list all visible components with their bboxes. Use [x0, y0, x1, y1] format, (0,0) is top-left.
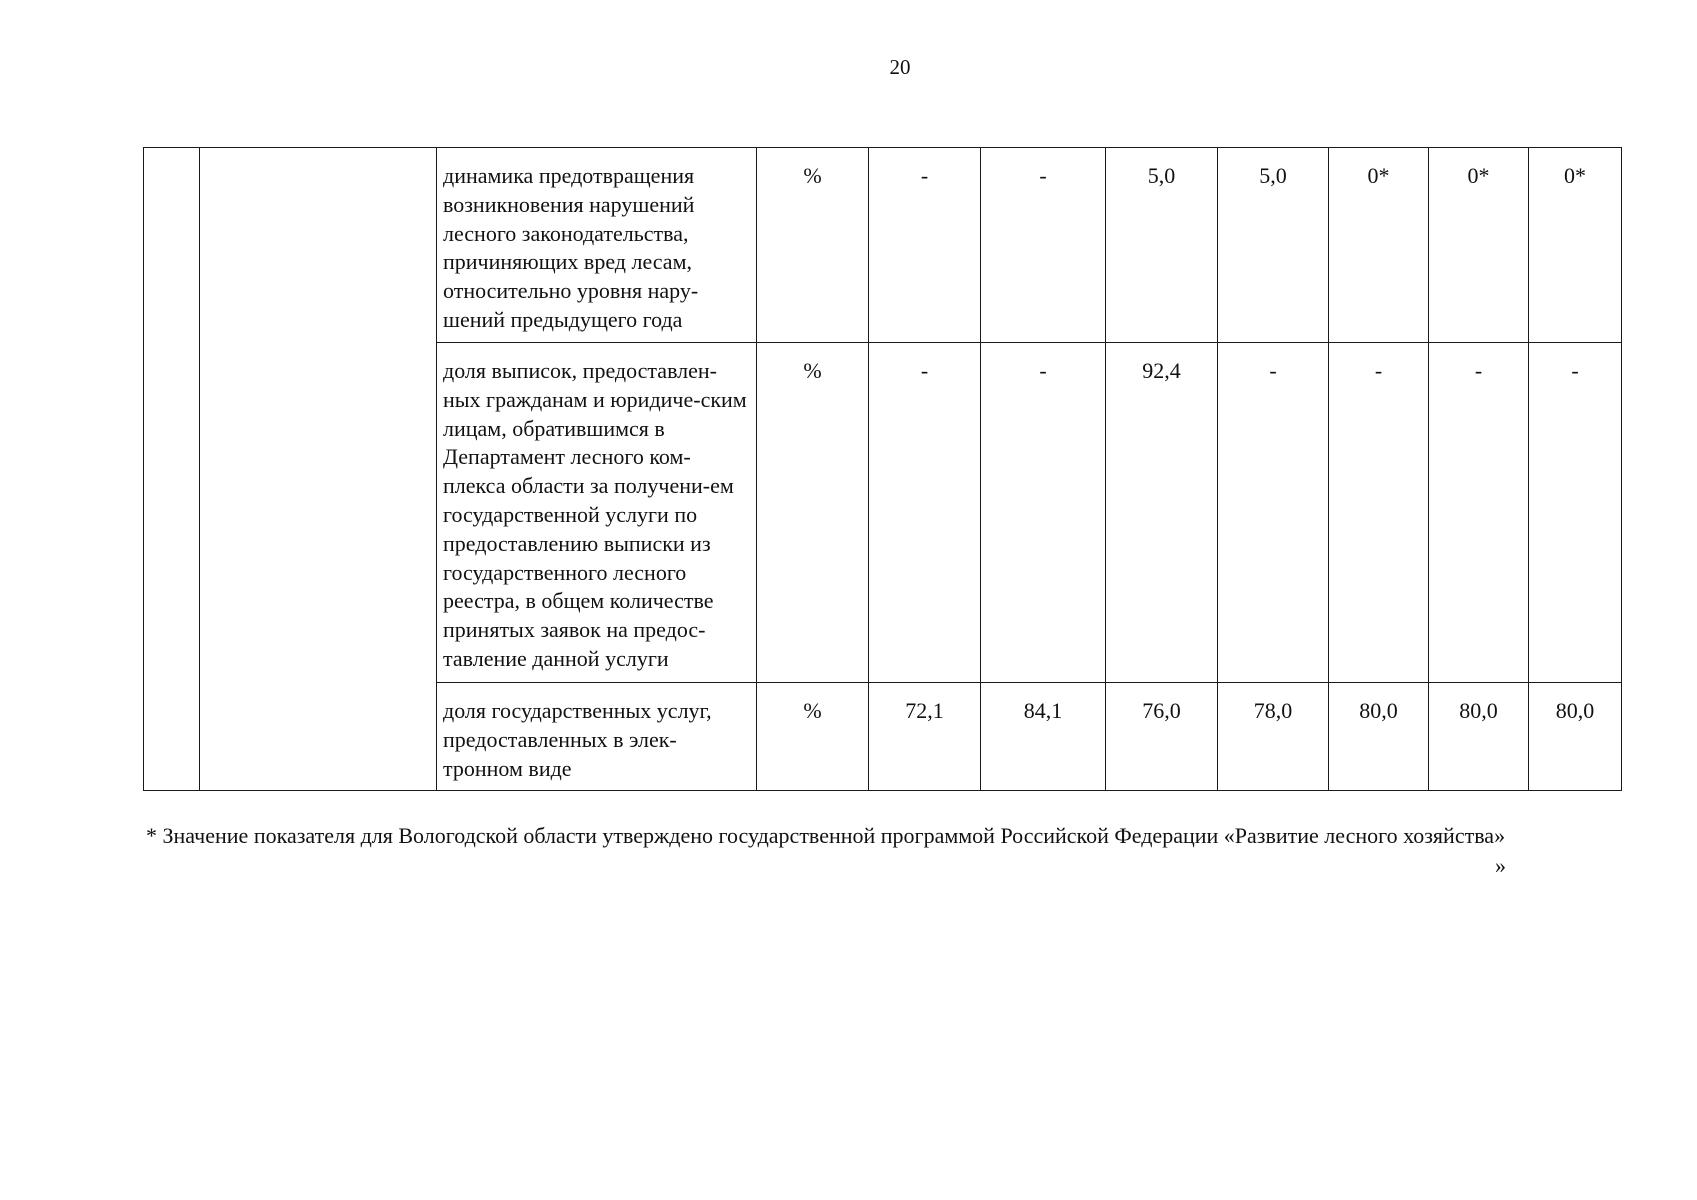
program-cell: [200, 148, 437, 791]
indicators-table: [143, 147, 1622, 791]
indicator-name: доля выписок, предоставлен-ных гражданам и юридиче-ским лицам, обратившимся в Департамент лесного ком-плекса области за получени-ем государственной услуги по предоставлению выписки из государственного лесного реестра, в общем количестве принятых заявок на предос-тавление данной услуги: [437, 343, 757, 683]
value-cell: -: [869, 148, 981, 343]
value-cell: 84,1: [981, 683, 1106, 791]
value-cell: -: [1429, 343, 1529, 683]
value-cell: 80,0: [1329, 683, 1429, 791]
unit-cell: %: [757, 148, 869, 343]
footnote: * Значение показателя для Вологодской области утверждено государственной программой Российской Федерации «Развитие лесного хозяйства»: [146, 823, 1506, 848]
value-cell: -: [1529, 343, 1622, 683]
value-cell: 5,0: [1218, 148, 1329, 343]
value-cell: 0*: [1529, 148, 1622, 343]
value-cell: 76,0: [1106, 683, 1218, 791]
value-cell: -: [981, 343, 1106, 683]
value-cell: 80,0: [1529, 683, 1622, 791]
value-cell: -: [1329, 343, 1429, 683]
unit-cell: %: [757, 343, 869, 683]
footnote-closing-quote: »: [1495, 853, 1506, 878]
value-cell: 78,0: [1218, 683, 1329, 791]
value-cell: -: [981, 148, 1106, 343]
value-cell: -: [1218, 343, 1329, 683]
value-cell: 0*: [1329, 148, 1429, 343]
value-cell: 92,4: [1106, 343, 1218, 683]
value-cell: 0*: [1429, 148, 1529, 343]
page-number: 20: [889, 55, 911, 79]
value-cell: 5,0: [1106, 148, 1218, 343]
number-cell: [144, 148, 200, 791]
value-cell: 80,0: [1429, 683, 1529, 791]
value-cell: -: [869, 343, 981, 683]
indicator-name: динамика предотвращения возникновения нарушений лесного законодательства, причиняющих вред лесам, относительно уровня нару-шений предыдущего года: [437, 148, 757, 343]
table-row: [144, 148, 1622, 343]
unit-cell: %: [757, 683, 869, 791]
indicator-name: доля государственных услуг, предоставленных в элек-тронном виде: [437, 683, 757, 791]
value-cell: 72,1: [869, 683, 981, 791]
